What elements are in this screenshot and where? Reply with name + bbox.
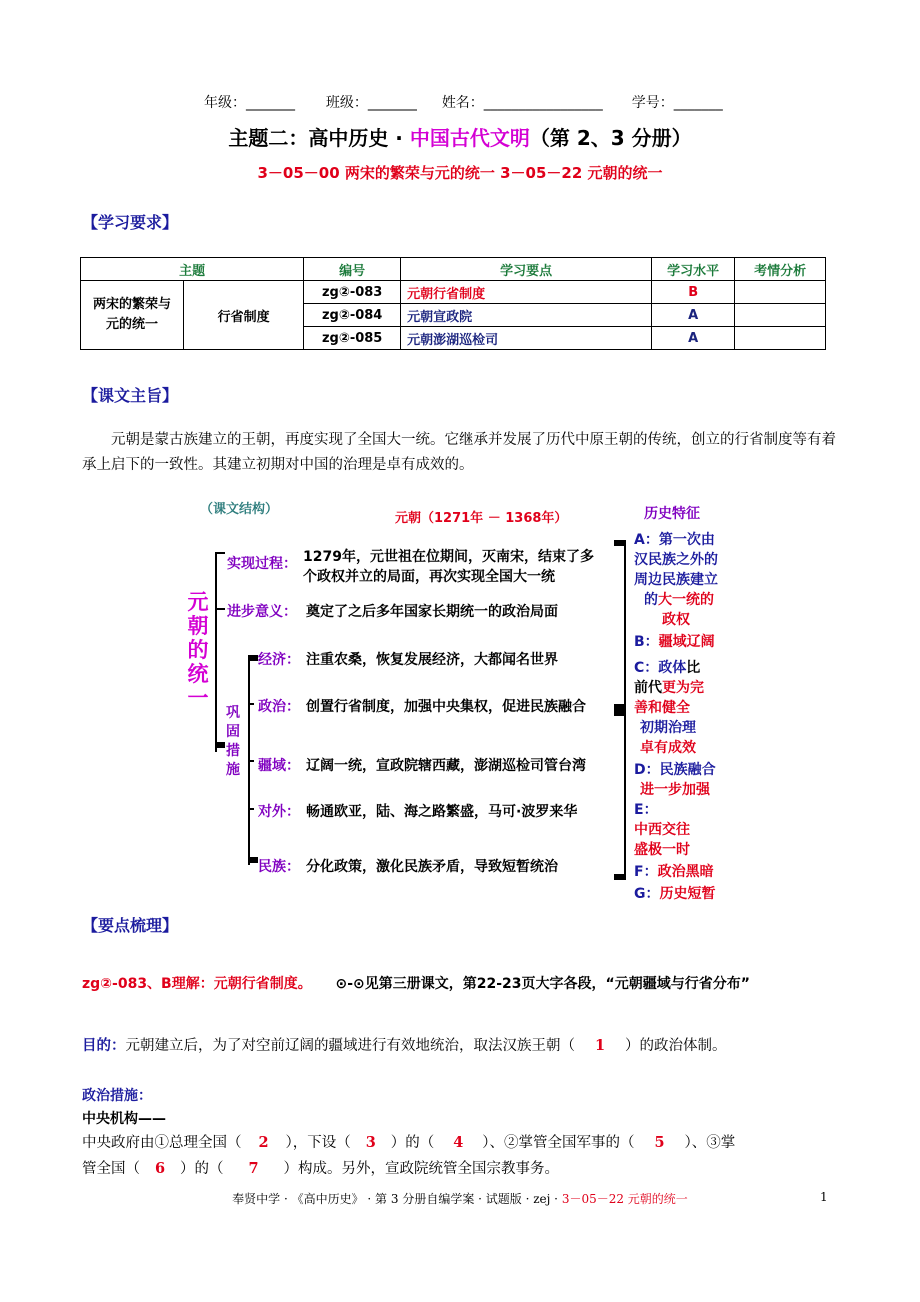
features-label: 历史特征: [644, 506, 700, 522]
dynasty-label: 元朝（1271年 － 1368年）: [395, 511, 568, 526]
bracket-tick: [248, 655, 258, 661]
central-heading: 中央机构——: [82, 1111, 166, 1127]
structure-label: （课文结构）: [200, 502, 279, 517]
measure-text: 注重农桑，恢复发展经济，大都闻名世界: [306, 652, 558, 668]
process-label: 实现过程：: [227, 556, 297, 572]
table-header: 学习水平: [652, 258, 735, 281]
point-cell: 元朝澎湖巡检司: [401, 327, 652, 350]
process-text: 1279年，元世祖在位期间，灭南宋，结束了多个政权并立的局面，再次实现全国大一统: [303, 549, 594, 585]
section-key-points: 【要点梳理】: [82, 916, 179, 935]
code-cell: zg②-085: [304, 327, 401, 350]
measure-text: 辽阔一统，宣政院辖西藏，澎湖巡检司管台湾: [306, 758, 586, 774]
topic-cell: 两宋的繁荣与元的统一: [81, 281, 184, 350]
page-subtitle: 3－05－00 两宋的繁荣与元的统一 3－05－22 元朝的统一: [257, 164, 663, 182]
bracket-tick: [248, 760, 254, 762]
level-cell: A: [652, 327, 735, 350]
measure-label: 政治：: [258, 699, 300, 715]
vertical-title: 元 朝 的 统 一: [187, 590, 209, 710]
main-idea-paragraph: 元朝是蒙古族建立的王朝，再度实现了全国大一统。它继承并发展了历代中原王朝的传统，创立的行省制度等有着承上启下的一致性。其建立初期对中国的治理是卓有成效的。: [82, 432, 836, 473]
level-cell: A: [652, 304, 735, 327]
analysis-cell: [735, 327, 826, 350]
bracket-tick: [248, 703, 254, 705]
bracket-tick: [215, 742, 225, 748]
measure-text: 畅通欧亚，陆、海之路繁盛，马可·波罗来华: [306, 804, 578, 820]
measure-text: 创置行省制度，加强中央集权，促进民族融合: [306, 699, 586, 715]
bracket-tick: [248, 808, 254, 810]
key-point-code: zg②-083、B理解：元朝行省制度。: [82, 976, 312, 992]
footer: 奉贤中学 · 《高中历史》 · 第 3 分册自编学案 · 试题版 · zej · 3－05－22 元朝的统一: [232, 1192, 688, 1206]
central-paragraph: 中央政府由①总理全国（ 2 ），下设（ 3 ）的（ 4 ）、②掌管全国军事的（ 5 ）、③掌 管全国（ 6 ）的（ 7 ）构成。另外，宣政院统管全国宗教事务。: [82, 1130, 842, 1182]
student-no-field[interactable]: 学号：_______: [631, 95, 723, 111]
blank-answer[interactable]: 3: [365, 1134, 376, 1151]
measure-label: 疆域：: [258, 758, 300, 774]
table-header: 学习要点: [401, 258, 652, 281]
progress-text: 奠定了之后多年国家长期统一的政治局面: [306, 604, 558, 620]
analysis-cell: [735, 281, 826, 304]
measures-heading: 政治措施：: [82, 1088, 152, 1104]
point-cell: 元朝行省制度: [401, 281, 652, 304]
bracket-tick: [614, 874, 626, 880]
consolidate-label: 巩 固 措 施: [226, 705, 240, 778]
blank-answer[interactable]: 2: [258, 1134, 269, 1151]
progress-label: 进步意义：: [227, 604, 297, 620]
blank-answer[interactable]: 1: [594, 1037, 606, 1054]
features-list: A：第一次由 汉民族之外的 周边民族建立 的大一统的 政权 B：疆域辽阔 C：政体比 前代更为完 善和健全 初期治理 卓有成效 D：民族融合 进一步加强 E： 中西交往 盛极一时 F：政治黑暗 G：历史短暂: [634, 532, 718, 902]
page-title: 主题二：高中历史 · 中国古代文明（第 2、3 分册）: [228, 126, 692, 150]
table-header: 主题: [81, 258, 304, 281]
key-point-ref: ⊙-⊙见第三册课文，第22-23页大字各段，“元朝疆域与行省分布”: [335, 976, 750, 992]
blank-answer[interactable]: 6: [154, 1160, 166, 1177]
blank-answer[interactable]: 5: [654, 1134, 665, 1151]
section-main-idea: 【课文主旨】: [82, 386, 179, 405]
code-cell: zg②-083: [304, 281, 401, 304]
analysis-cell: [735, 304, 826, 327]
subtopic-cell: 行省制度: [184, 281, 304, 350]
table-row: [81, 281, 826, 304]
measure-label: 民族：: [258, 859, 300, 875]
name-field[interactable]: 姓名：_________________: [441, 95, 603, 111]
grade-field[interactable]: 年级：_______: [204, 95, 295, 111]
bracket-tick: [614, 704, 626, 716]
measure-text: 分化政策，激化民族矛盾，导致短暂统治: [306, 859, 558, 875]
key-point-line: [82, 973, 750, 993]
point-cell: 元朝宣政院: [401, 304, 652, 327]
table-header: 考情分析: [735, 258, 826, 281]
class-field[interactable]: 班级：_______: [325, 95, 417, 111]
bracket-tick: [215, 608, 225, 610]
level-cell: B: [652, 281, 735, 304]
measure-label: 经济：: [258, 652, 300, 668]
page-number: 1: [820, 1190, 828, 1204]
bracket-tick: [215, 552, 225, 554]
bracket-tick: [614, 540, 626, 546]
bracket-main: [215, 552, 217, 752]
table-header: 编号: [304, 258, 401, 281]
header-fields: [204, 92, 723, 112]
purpose-line: 目的：元朝建立后，为了对空前辽阔的疆域进行有效地统治，取法汉族王朝（ 1 ）的政治体制。: [82, 1037, 727, 1054]
requirements-table: [80, 257, 826, 350]
blank-answer[interactable]: 4: [453, 1134, 464, 1151]
table-header-row: [81, 258, 826, 281]
blank-answer[interactable]: 7: [248, 1160, 259, 1177]
section-requirements: 【学习要求】: [82, 213, 179, 232]
bracket-tick: [248, 857, 258, 863]
measure-label: 对外：: [258, 804, 300, 820]
code-cell: zg②-084: [304, 304, 401, 327]
